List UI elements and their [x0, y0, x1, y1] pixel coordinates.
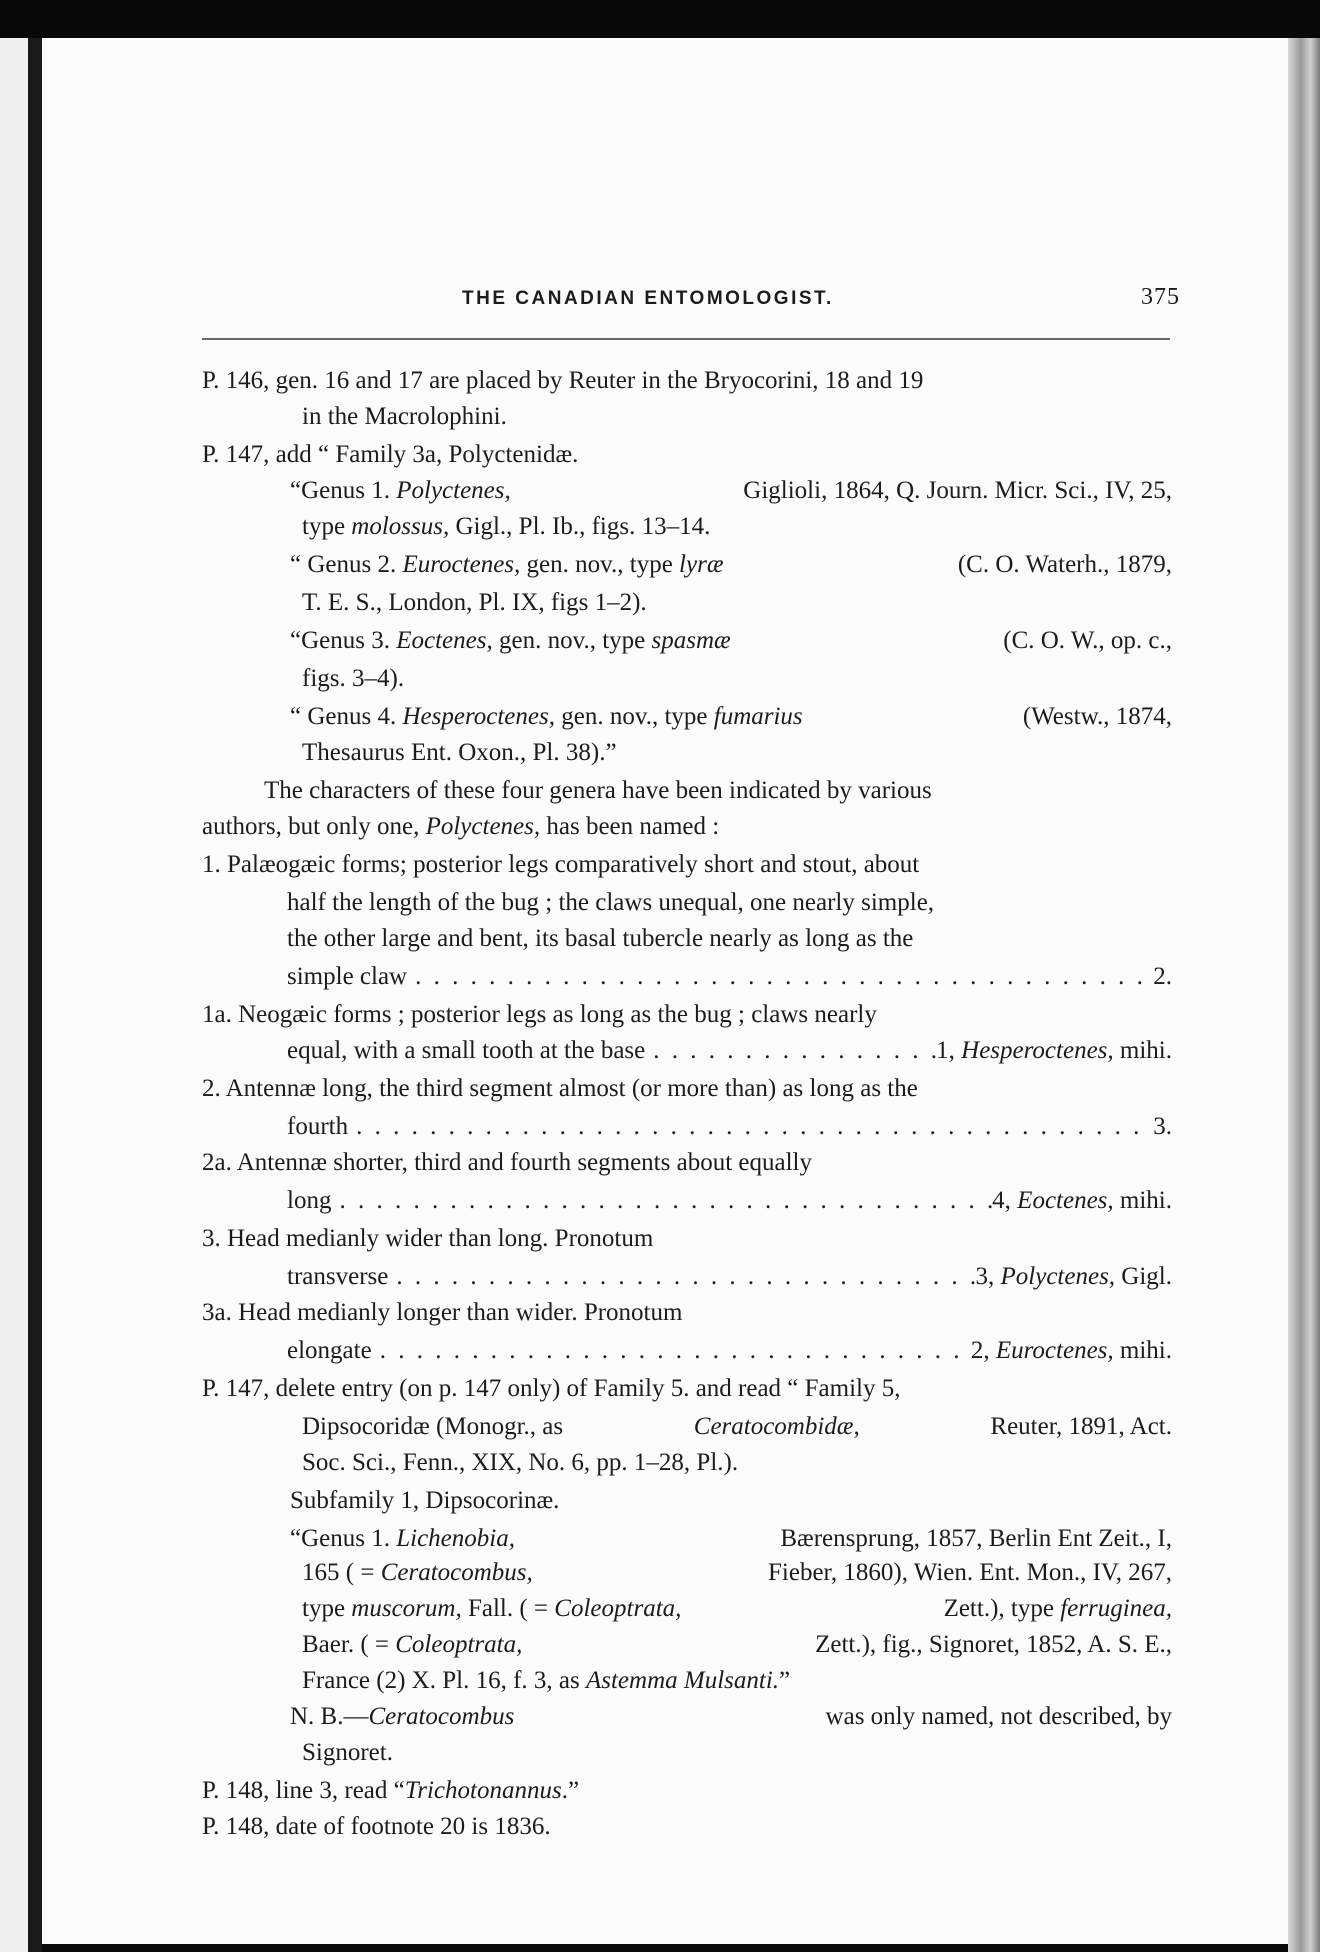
text-span: type — [302, 513, 346, 540]
text-span: authors, but only one, — [202, 813, 420, 840]
text-line: P. 148, date of footnote 20 is 1836. — [202, 1813, 551, 1840]
text-span: mihi. — [1119, 1037, 1172, 1064]
text-span: “Genus 1. — [290, 477, 390, 504]
text-span: “Genus 1. — [290, 1525, 390, 1552]
key-target: 2. — [1153, 963, 1172, 990]
text-line: Signoret. — [302, 1739, 393, 1766]
text-span: Fieber, 1860), Wien. Ent. Mon., IV, 267, — [768, 1559, 1172, 1586]
genus-name: Polyctenes, — [425, 813, 541, 840]
genus-name: Ceratocombus, — [380, 1559, 533, 1586]
leader-dots — [645, 1036, 936, 1066]
key-target: 2, — [970, 1337, 990, 1364]
genus-entry — [290, 702, 1172, 732]
text-line: P. 146, gen. 16 and 17 are placed by Reuter in the Bryocorini, 18 and 19 — [202, 367, 924, 394]
genus-name: Hesperoctenes, — [402, 703, 555, 730]
text-line: The characters of these four genera have been indicated by various — [264, 777, 932, 804]
text-span: gen. nov., type — [526, 551, 673, 578]
key-line: 3. Head medianly wider than long. Pronotum — [202, 1225, 654, 1252]
leader-dots — [372, 1336, 971, 1366]
key-line — [287, 1262, 1172, 1292]
key-line: 1. Palæogæic forms; posterior legs comparatively short and stout, about — [202, 851, 920, 878]
family-name: Ceratocombidæ, — [693, 1413, 860, 1440]
genus-entry — [290, 476, 1172, 506]
book-gutter — [28, 38, 42, 1952]
genus-name: Hesperoctenes, — [961, 1037, 1114, 1064]
text-span: “ Genus 2. — [290, 551, 397, 578]
genus-name: Coleoptrata, — [554, 1595, 682, 1622]
leader-dots — [407, 962, 1153, 992]
text-line — [302, 1630, 1172, 1660]
key-target: 3, — [975, 1263, 995, 1290]
text-span: fourth — [287, 1113, 349, 1140]
species-name: fumarius — [713, 703, 803, 730]
text-line — [302, 1412, 1172, 1442]
facing-page-edge — [0, 38, 28, 1952]
text-span: Dipsocoridæ (Monogr., as — [302, 1413, 564, 1440]
key-line — [287, 962, 1172, 992]
key-line — [287, 1112, 1172, 1142]
text-line — [302, 1594, 1172, 1624]
leader-dots — [348, 1112, 1153, 1142]
text-line: in the Macrolophini. — [302, 403, 507, 430]
page-stack-edge — [1288, 38, 1320, 1952]
text-span: (Westw., 1874, — [1022, 703, 1172, 730]
genus-name: Ceratocombus — [368, 1703, 515, 1730]
key-line: 3a. Head medianly longer than wider. Pronotum — [202, 1299, 683, 1326]
text-span: Bærensprung, 1857, Berlin Ent Zeit., I, — [780, 1525, 1172, 1552]
text-line — [202, 1776, 579, 1806]
text-span: Giglioli, 1864, Q. Journ. Micr. Sci., IV, 25, — [743, 477, 1172, 504]
text-span: mihi. — [1119, 1187, 1172, 1214]
running-title: THE CANADIAN ENTOMOLOGIST. — [462, 288, 834, 309]
text-line: figs. 3–4). — [302, 665, 405, 692]
species-name: muscorum, — [351, 1595, 462, 1622]
genus-name: Polyctenes, — [396, 477, 511, 504]
text-span: transverse — [287, 1263, 389, 1290]
key-line: 1a. Neogæic forms ; posterior legs as long as the bug ; claws nearly — [202, 1001, 877, 1028]
key-line: 2. Antennæ long, the third segment almost (or more than) as long as the — [202, 1075, 918, 1102]
leader-dots — [388, 1262, 975, 1292]
genus-entry — [290, 1524, 1172, 1554]
text-span: Gigl., Pl. Ib., figs. 13–14. — [455, 513, 711, 540]
key-target: 1, — [936, 1037, 955, 1064]
text-line — [290, 1702, 1172, 1732]
text-span: “ Genus 4. — [290, 703, 397, 730]
text-span: .” — [561, 1777, 580, 1804]
text-line: P. 147, add “ Family 3a, Polyctenidæ. — [202, 441, 579, 468]
text-span: Zett.), fig., Signoret, 1852, A. S. E., — [815, 1631, 1172, 1658]
text-span: long — [287, 1187, 332, 1214]
genus-name: Coleoptrata, — [395, 1631, 523, 1658]
genus-name: Euroctenes, — [995, 1337, 1114, 1364]
text-span: gen. nov., type — [498, 627, 646, 654]
text-span: gen. nov., type — [561, 703, 708, 730]
leader-dots — [331, 1186, 992, 1216]
species-name: ferruginea, — [1060, 1595, 1172, 1622]
genus-name: Lichenobia, — [396, 1525, 515, 1552]
running-header — [462, 284, 1180, 318]
text-line — [202, 812, 719, 842]
key-line — [287, 1336, 1172, 1366]
key-line — [287, 1186, 1172, 1216]
header-rule — [202, 338, 1170, 340]
key-line: the other large and bent, its basal tubercle nearly as long as the — [287, 925, 914, 952]
text-line: T. E. S., London, Pl. IX, figs 1–2). — [302, 589, 647, 616]
text-span: ” — [779, 1667, 791, 1694]
text-span: type — [302, 1595, 346, 1622]
text-span: Baer. ( = — [302, 1631, 389, 1658]
text-span: (C. O. Waterh., 1879, — [957, 551, 1172, 578]
species-name: lyræ — [679, 551, 724, 578]
genus-name: Polyctenes, — [1000, 1263, 1116, 1290]
key-target: 4, — [992, 1187, 1011, 1214]
genus-entry — [290, 550, 1172, 580]
text-line — [302, 512, 710, 542]
text-line: Subfamily 1, Dipsocorinæ. — [290, 1487, 560, 1514]
text-span: mihi. — [1119, 1337, 1172, 1364]
text-span: Zett.), type — [943, 1595, 1054, 1622]
species-name: spasmæ — [651, 627, 731, 654]
text-span: elongate — [287, 1337, 372, 1364]
genus-name: Eoctenes, — [1017, 1187, 1114, 1214]
species-name: Astemma Mulsanti. — [585, 1667, 780, 1694]
text-span: equal, with a small tooth at the base — [287, 1037, 646, 1064]
text-span: Reuter, 1891, Act. — [990, 1413, 1172, 1440]
page-number: 375 — [1141, 284, 1180, 310]
text-span: P. 148, line 3, read “ — [202, 1777, 405, 1804]
book-page — [42, 38, 1288, 1944]
text-span: “Genus 3. — [290, 627, 390, 654]
text-span: (C. O. W., op. c., — [1003, 627, 1172, 654]
species-name: molossus, — [351, 513, 450, 540]
text-span: has been named : — [546, 813, 720, 840]
text-span: simple claw — [287, 963, 408, 990]
text-span: France (2) X. Pl. 16, f. 3, as — [302, 1667, 580, 1694]
genus-name: Eoctenes, — [396, 627, 493, 654]
text-line: P. 147, delete entry (on p. 147 only) of Family 5. and read “ Family 5, — [202, 1375, 901, 1402]
key-line — [287, 1036, 1172, 1066]
text-line — [302, 1558, 1172, 1588]
text-span: 165 ( = — [302, 1559, 375, 1586]
text-span: N. B.— — [290, 1703, 369, 1730]
text-span: Fall. ( = — [467, 1595, 549, 1622]
key-line: 2a. Antennæ shorter, third and fourth segments about equally — [202, 1149, 812, 1176]
key-line: half the length of the bug ; the claws unequal, one nearly simple, — [287, 889, 935, 916]
key-target: 3. — [1153, 1113, 1172, 1140]
text-line — [302, 1666, 790, 1696]
scan-border-top — [0, 0, 1320, 38]
genus-name: Trichotonannus — [404, 1777, 562, 1804]
text-line: Thesaurus Ent. Oxon., Pl. 38).” — [302, 739, 617, 766]
genus-entry — [290, 626, 1172, 656]
text-span: Gigl. — [1121, 1263, 1172, 1290]
genus-name: Euroctenes, — [402, 551, 521, 578]
text-span: was only named, not described, by — [825, 1703, 1172, 1730]
text-line: Soc. Sci., Fenn., XIX, No. 6, pp. 1–28, Pl.). — [302, 1449, 739, 1476]
